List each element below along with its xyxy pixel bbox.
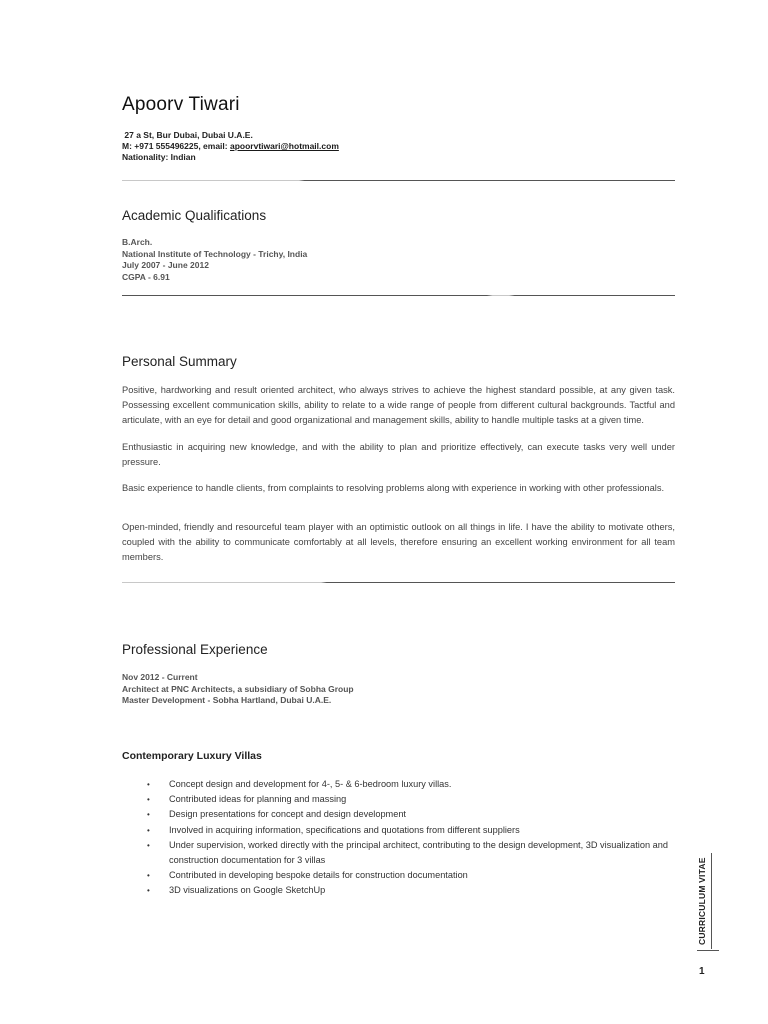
curriculum-vitae-label: CURRICULUM VITAE	[697, 857, 707, 945]
list-item: • Contributed in developing bespoke details for construction documentation	[122, 868, 682, 883]
bullet-icon: •	[147, 780, 150, 789]
project-bullet-list	[122, 777, 682, 899]
list-item: • Contributed ideas for planning and massing	[122, 792, 682, 807]
section-divider	[122, 295, 675, 296]
page-number: 1	[699, 966, 705, 977]
summary-paragraph: Enthusiastic in acquiring new knowledge, and with the ability to plan and prioritize effectively, can execute tasks very well under pressure.	[122, 442, 675, 467]
project-title: Contemporary Luxury Villas	[122, 750, 262, 762]
list-item: • Design presentations for concept and design development	[122, 807, 682, 822]
job-dates: Nov 2012 - Current	[122, 672, 198, 682]
list-item: • Concept design and development for 4-, 5- & 6-bedroom luxury villas.	[122, 777, 682, 792]
academic-details	[122, 237, 307, 283]
phone-email-line: M: +971 555496225, email: apoorvtiwari@hotmail.com	[122, 141, 339, 151]
cgpa: CGPA - 6.91	[122, 271, 170, 282]
academic-heading: Academic Qualifications	[122, 208, 267, 223]
job-position: Architect at PNC Architects, a subsidiary of Sobha Group	[122, 683, 354, 694]
job-project: Master Development - Sobha Hartland, Dubai U.A.E.	[122, 695, 332, 705]
sidebar-vertical-rule	[711, 853, 712, 949]
degree: B.Arch.	[122, 237, 153, 247]
experience-details	[122, 672, 354, 707]
institute: National Institute of Technology - Trichy, India	[122, 248, 308, 259]
section-divider	[122, 582, 675, 583]
summary-heading: Personal Summary	[122, 354, 237, 369]
summary-paragraph: Basic experience to handle clients, from complaints to resolving problems along with experience in working with other professionals.	[122, 483, 665, 493]
candidate-name: Apoorv Tiwari	[122, 94, 240, 115]
study-dates: July 2007 - June 2012	[122, 260, 209, 270]
list-item: • Involved in acquiring information, specifications and quotations from different suppliers	[122, 823, 682, 838]
bullet-icon: •	[147, 795, 150, 805]
bullet-icon: •	[147, 886, 150, 896]
sidebar-underline	[697, 950, 719, 951]
nationality-line: Nationality: Indian	[122, 152, 196, 162]
address-line: 27 a St, Bur Dubai, Dubai U.A.E.	[124, 130, 253, 140]
bullet-icon: •	[147, 810, 150, 820]
bullet-icon: •	[147, 825, 150, 835]
email-link[interactable]: apoorvtiwari@hotmail.com	[229, 141, 339, 151]
list-item: • 3D visualizations on Google SketchUp	[122, 883, 682, 898]
bullet-icon: •	[147, 840, 150, 850]
bullet-icon: •	[147, 871, 150, 881]
list-item: • Under supervision, worked directly with the principal architect, contributing to the design development, 3D visualization and construction documentation for 3 villas	[147, 839, 668, 866]
experience-heading: Professional Experience	[122, 642, 268, 657]
section-divider	[122, 180, 675, 181]
contact-block	[122, 130, 339, 163]
summary-paragraph: Positive, hardworking and result oriented architect, who always strives to achieve the highest standard possible, at any given task. Possessing excellent communication skills, ability to relate to a wide range of people from different cultural backgrounds. Tactful and articulate, with an eye for detail and good organizational and management skills, ability to handle multiple tasks at a given time.	[122, 385, 675, 425]
summary-paragraph: Open-minded, friendly and resourceful team player with an optimistic outlook on all things in life. I have the ability to motivate others, coupled with the ability to communicate comfortably at all levels, therefore ensuring an excellent working environment for all team members.	[122, 522, 675, 562]
